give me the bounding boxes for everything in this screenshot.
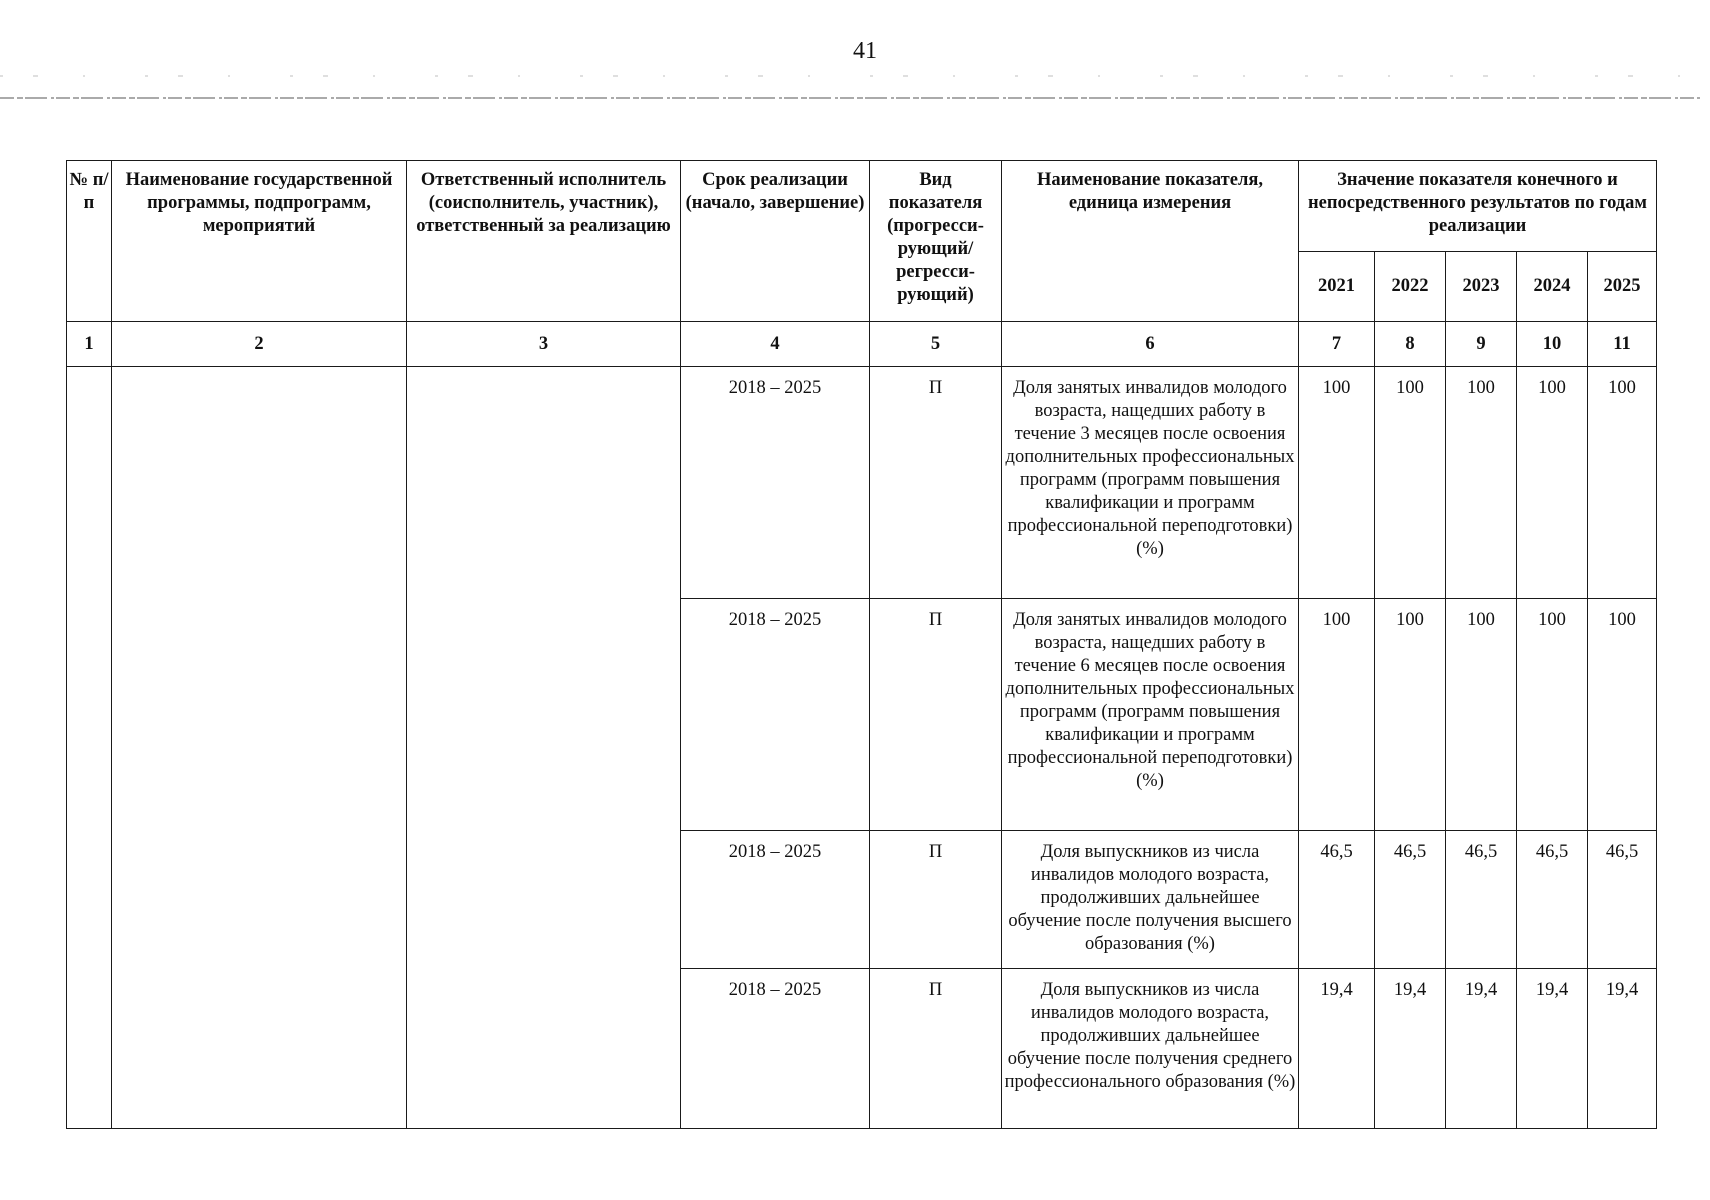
header-year: 2022 bbox=[1375, 252, 1446, 322]
column-number: 7 bbox=[1299, 322, 1375, 367]
cell-value: 100 bbox=[1446, 367, 1517, 599]
cell-executor-empty bbox=[407, 367, 681, 1129]
header-period: Срок реализации (начало, завершение) bbox=[681, 161, 870, 322]
header-indicator-name: Наименование показателя, единица измерения bbox=[1002, 161, 1299, 322]
cell-value: 46,5 bbox=[1299, 831, 1375, 969]
header-year: 2021 bbox=[1299, 252, 1375, 322]
cell-no-empty bbox=[67, 367, 112, 1129]
cell-indicator-type: П bbox=[870, 599, 1002, 831]
scan-artifact bbox=[0, 70, 1710, 110]
column-number: 11 bbox=[1588, 322, 1657, 367]
cell-value: 19,4 bbox=[1588, 969, 1657, 1129]
cell-indicator-name: Доля выпускников из числа инвалидов молодого возраста, продолживших дальнейшее обучение после получения среднего профессионального образования (%) bbox=[1002, 969, 1299, 1129]
cell-indicator-name: Доля занятых инвалидов молодого возраста, нащедших работу в течение 6 месяцев после освоения дополнительных профессиональных программ (программ повышения квалификации и программ профессиональной переподготовки) (%) bbox=[1002, 599, 1299, 831]
header-program: Наименование государственной программы, подпрограмм, мероприятий bbox=[112, 161, 407, 322]
cell-value: 46,5 bbox=[1517, 831, 1588, 969]
column-number: 3 bbox=[407, 322, 681, 367]
cell-period: 2018 – 2025 bbox=[681, 599, 870, 831]
cell-value: 19,4 bbox=[1446, 969, 1517, 1129]
column-number: 1 bbox=[67, 322, 112, 367]
indicator-table bbox=[66, 160, 1657, 1129]
cell-value: 46,5 bbox=[1446, 831, 1517, 969]
cell-value: 19,4 bbox=[1517, 969, 1588, 1129]
cell-period: 2018 – 2025 bbox=[681, 831, 870, 969]
cell-value: 100 bbox=[1588, 599, 1657, 831]
column-number: 2 bbox=[112, 322, 407, 367]
cell-value: 19,4 bbox=[1299, 969, 1375, 1129]
cell-indicator-name: Доля выпускников из числа инвалидов молодого возраста, продолживших дальнейшее обучение после получения высшего образования (%) bbox=[1002, 831, 1299, 969]
header-no: № п/п bbox=[67, 161, 112, 322]
cell-value: 100 bbox=[1588, 367, 1657, 599]
cell-value: 100 bbox=[1517, 367, 1588, 599]
cell-indicator-type: П bbox=[870, 367, 1002, 599]
cell-value: 100 bbox=[1299, 367, 1375, 599]
header-year: 2025 bbox=[1588, 252, 1657, 322]
header-values-group: Значение показателя конечного и непосредственного результатов по годам реализации bbox=[1299, 161, 1657, 252]
column-number: 9 bbox=[1446, 322, 1517, 367]
column-number: 5 bbox=[870, 322, 1002, 367]
cell-period: 2018 – 2025 bbox=[681, 969, 870, 1129]
cell-value: 100 bbox=[1446, 599, 1517, 831]
cell-value: 46,5 bbox=[1588, 831, 1657, 969]
column-number: 4 bbox=[681, 322, 870, 367]
header-executor: Ответственный исполнитель (соисполнитель, участник), ответственный за реализацию bbox=[407, 161, 681, 322]
header-year: 2024 bbox=[1517, 252, 1588, 322]
column-number-row bbox=[67, 322, 1657, 367]
header-indicator-type: Вид показателя (прогресси-рующий/ регресси-рующий) bbox=[870, 161, 1002, 322]
cell-value: 100 bbox=[1375, 599, 1446, 831]
cell-value: 100 bbox=[1299, 599, 1375, 831]
cell-value: 100 bbox=[1375, 367, 1446, 599]
column-number: 6 bbox=[1002, 322, 1299, 367]
column-number: 8 bbox=[1375, 322, 1446, 367]
cell-indicator-type: П bbox=[870, 969, 1002, 1129]
cell-indicator-type: П bbox=[870, 831, 1002, 969]
cell-value: 19,4 bbox=[1375, 969, 1446, 1129]
cell-value: 46,5 bbox=[1375, 831, 1446, 969]
cell-indicator-name: Доля занятых инвалидов молодого возраста, нащедших работу в течение 3 месяцев после освоения дополнительных профессиональных программ (программ повышения квалификации и программ профессиональной переподготовки) (%) bbox=[1002, 367, 1299, 599]
column-number: 10 bbox=[1517, 322, 1588, 367]
table-row bbox=[67, 367, 1657, 599]
page-number: 41 bbox=[853, 38, 877, 64]
cell-value: 100 bbox=[1517, 599, 1588, 831]
cell-program-empty bbox=[112, 367, 407, 1129]
cell-period: 2018 – 2025 bbox=[681, 367, 870, 599]
header-year: 2023 bbox=[1446, 252, 1517, 322]
